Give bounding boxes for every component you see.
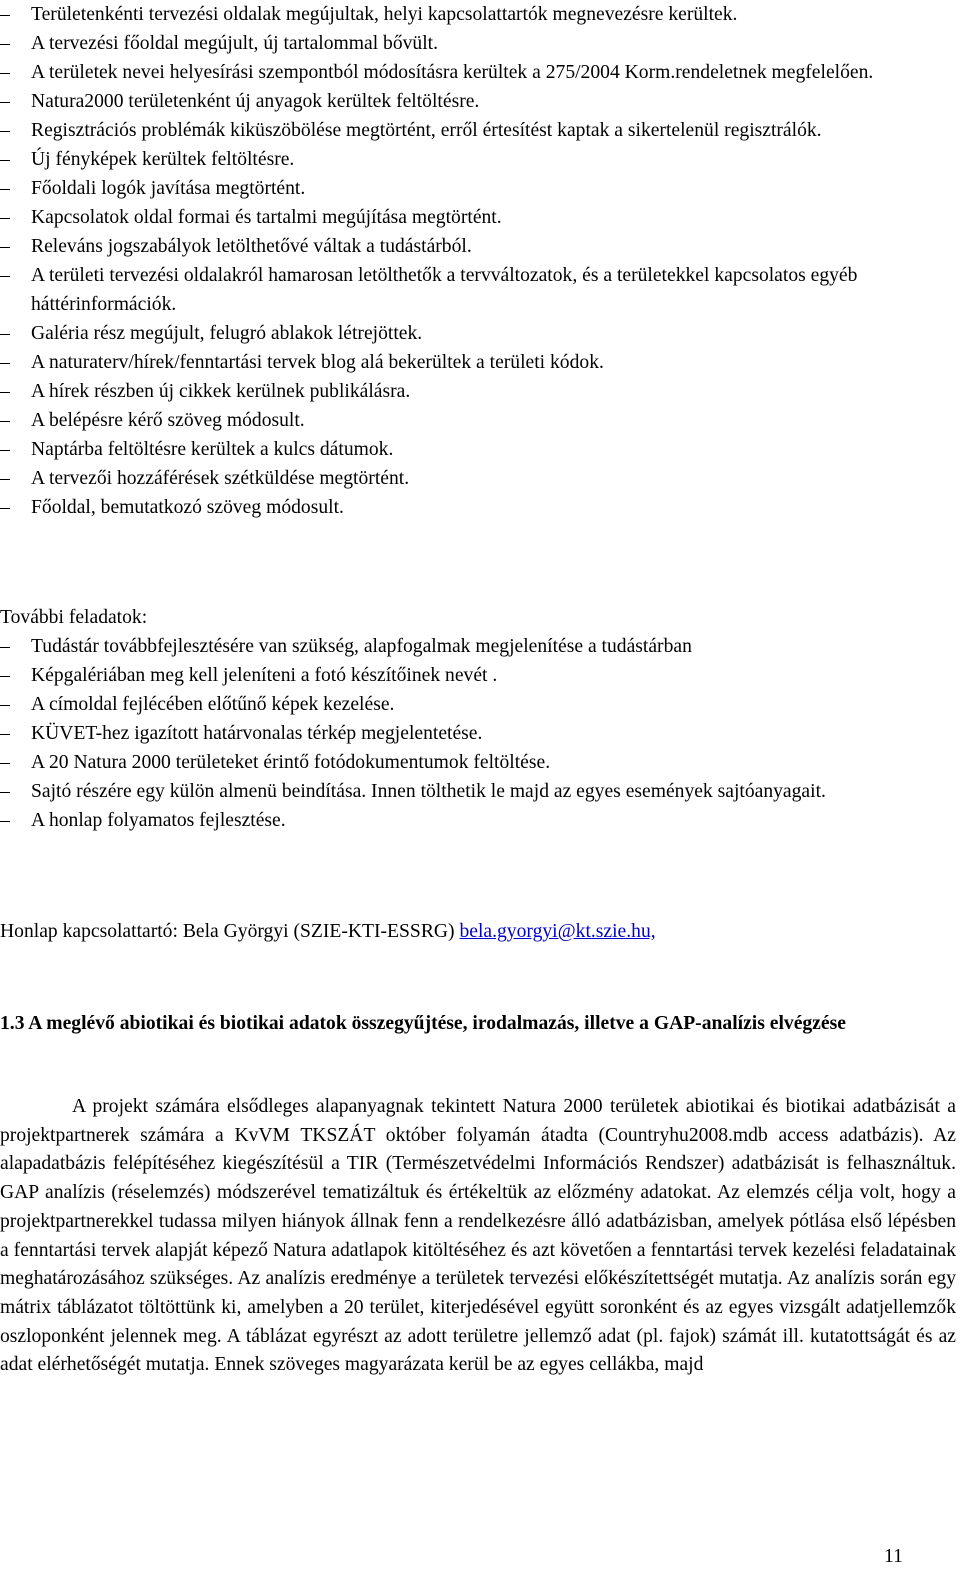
list-item bbox=[0, 632, 956, 661]
list-item-text: Főoldal, bemutatkozó szöveg módosult. bbox=[31, 497, 344, 518]
list-item-text: Naptárba feltöltésre kerültek a kulcs dátumok. bbox=[31, 439, 394, 460]
list-item bbox=[0, 493, 956, 522]
bullet-dash: – bbox=[0, 33, 10, 54]
list-item bbox=[0, 232, 956, 261]
contact-label: Honlap kapcsolattartó: Bela Györgyi (SZIE-KTI-ESSRG) bbox=[0, 921, 455, 942]
list-item-text: Főoldali logók javítása megtörtént. bbox=[31, 178, 306, 199]
bullet-dash: – bbox=[0, 265, 10, 286]
list-item-text: A belépésre kérő szöveg módosult. bbox=[31, 410, 305, 431]
bullet-dash: – bbox=[0, 468, 10, 489]
list-item-text: Natura2000 területenként új anyagok kerültek feltöltésre. bbox=[31, 91, 480, 112]
bullet-dash: – bbox=[0, 636, 10, 657]
completed-items-list bbox=[0, 0, 956, 522]
list-item bbox=[0, 690, 956, 719]
list-item-text: Képgalériában meg kell jeleníteni a fotó készítőinek nevét . bbox=[31, 665, 498, 686]
list-item-text: Tudástár továbbfejlesztésére van szükség, alapfogalmak megjelenítése a tudástárban bbox=[31, 636, 692, 657]
list-item bbox=[0, 719, 956, 748]
list-item-text: A tervezői hozzáférések szétküldése megtörtént. bbox=[31, 468, 410, 489]
list-item bbox=[0, 406, 956, 435]
list-item-text: Új fényképek kerültek feltöltésre. bbox=[31, 149, 295, 170]
list-item bbox=[0, 377, 956, 406]
list-item bbox=[0, 58, 956, 87]
list-item bbox=[0, 661, 956, 690]
bullet-dash: – bbox=[0, 781, 10, 802]
page-number: 11 bbox=[884, 1546, 903, 1567]
list-item bbox=[0, 145, 956, 174]
list-item bbox=[0, 464, 956, 493]
list-item-text: A címoldal fejlécében előtűnő képek kezelése. bbox=[31, 694, 395, 715]
list-item-text: A hírek részben új cikkek kerülnek publikálásra. bbox=[31, 381, 411, 402]
bullet-dash: – bbox=[0, 91, 10, 112]
list-item-text: A honlap folyamatos fejlesztése. bbox=[31, 810, 286, 831]
list-item-text: KÜVET-hez igazított határvonalas térkép megjelentetése. bbox=[31, 723, 483, 744]
bullet-dash: – bbox=[0, 149, 10, 170]
bullet-dash: – bbox=[0, 810, 10, 831]
bullet-dash: – bbox=[0, 62, 10, 83]
section-title: 1.3 A meglévő abiotikai és biotikai adatok összegyűjtése, irodalmazás, illetve a GAP-analízis elvégzése bbox=[0, 1013, 846, 1034]
bullet-dash: – bbox=[0, 352, 10, 373]
bullet-dash: – bbox=[0, 439, 10, 460]
bullet-dash: – bbox=[0, 497, 10, 518]
list-item bbox=[0, 174, 956, 203]
contact-line bbox=[0, 917, 656, 946]
list-item-text: Sajtó részére egy külön almenü beindítása. Innen tölthetik le majd az egyes események sajtóanyagait. bbox=[31, 781, 826, 802]
list-item bbox=[0, 87, 956, 116]
bullet-dash: – bbox=[0, 178, 10, 199]
bullet-dash: – bbox=[0, 323, 10, 344]
contact-email-link[interactable]: bela.gyorgyi@kt.szie.hu, bbox=[459, 921, 656, 942]
list-item bbox=[0, 261, 956, 319]
list-item-text: Galéria rész megújult, felugró ablakok létrejöttek. bbox=[31, 323, 423, 344]
bullet-dash: – bbox=[0, 4, 10, 25]
list-item-text: A naturaterv/hírek/fenntartási tervek blog alá bekerültek a területi kódok. bbox=[31, 352, 604, 373]
list-item-text: A 20 Natura 2000 területeket érintő fotódokumentumok feltöltése. bbox=[31, 752, 551, 773]
further-tasks-list bbox=[0, 632, 956, 835]
list-item-text: A területek nevei helyesírási szempontból módosításra kerültek a 275/2004 Korm.rendeletnek megfelelően. bbox=[31, 62, 874, 83]
list-item bbox=[0, 116, 956, 145]
list-item-text: Területenkénti tervezési oldalak megújultak, helyi kapcsolattartók megnevezésre kerültek. bbox=[31, 4, 738, 25]
list-item bbox=[0, 748, 956, 777]
list-item bbox=[0, 777, 956, 806]
list-item bbox=[0, 0, 956, 29]
list-item bbox=[0, 435, 956, 464]
list-item bbox=[0, 319, 956, 348]
bullet-dash: – bbox=[0, 723, 10, 744]
list-item bbox=[0, 203, 956, 232]
further-tasks-heading: További feladatok: bbox=[0, 607, 148, 628]
list-item-text: Regisztrációs problémák kiküszöbölése megtörtént, erről értesítést kaptak a sikertelenül regisztrálók. bbox=[31, 120, 822, 141]
list-item-text: A területi tervezési oldalakról hamarosan letölthetők a tervváltozatok, és a területekkel kapcsolatos egyéb háttérinformációk. bbox=[31, 265, 858, 315]
bullet-dash: – bbox=[0, 236, 10, 257]
bullet-dash: – bbox=[0, 665, 10, 686]
bullet-dash: – bbox=[0, 694, 10, 715]
list-item bbox=[0, 806, 956, 835]
bullet-dash: – bbox=[0, 752, 10, 773]
list-item-text: Releváns jogszabályok letölthetővé váltak a tudástárból. bbox=[31, 236, 472, 257]
list-item-text: Kapcsolatok oldal formai és tartalmi megújítása megtörtént. bbox=[31, 207, 502, 228]
bullet-dash: – bbox=[0, 120, 10, 141]
list-item bbox=[0, 348, 956, 377]
bullet-dash: – bbox=[0, 410, 10, 431]
section-paragraph: A projekt számára elsődleges alapanyagnak tekintett Natura 2000 területek abiotikai és biotikai adatbázisát a projektpartnerek számára a KvVM TKSZÁT október folyamán átadta (Countryhu2008.mdb access adatbázis). Az alapadatbázis felépítéséhez kiegészítésül a TIR (Természetvédelmi Információs Rendszer) adatbázisát is felhasználtuk. GAP analízis (réselemzés) módszerével tematizáltuk és értékeltük az előzmény adatokat. Az elemzés célja volt, hogy a projektpartnerekkel tudassa milyen hiányok állnak fenn a rendelkezésre álló adatbázisban, amelyek pótlása első lépésben a fenntartási tervek alapját képező Natura adatlapok kitöltéséhez és azt követően a fenntartási tervek kezelési feladatainak meghatározásához szükséges. Az analízis eredménye a területek tervezési előkészítettségét mutatja. Az analízis során egy mátrix táblázatot töltöttünk ki, amelyben a 20 terület, kiterjedésével együtt soronként és az egyes vizsgált adatjellemzők oszloponként jelennek meg. A táblázat egyrészt az adott területre jellemző adat (pl. fajok) számát ill. kutatottságát és az adat elérhetőségét mutatja. Ennek szöveges magyarázata kerül be az egyes cellákba, majd bbox=[0, 1096, 956, 1376]
bullet-dash: – bbox=[0, 207, 10, 228]
bullet-dash: – bbox=[0, 381, 10, 402]
list-item-text: A tervezési főoldal megújult, új tartalommal bővült. bbox=[31, 33, 439, 54]
list-item bbox=[0, 29, 956, 58]
